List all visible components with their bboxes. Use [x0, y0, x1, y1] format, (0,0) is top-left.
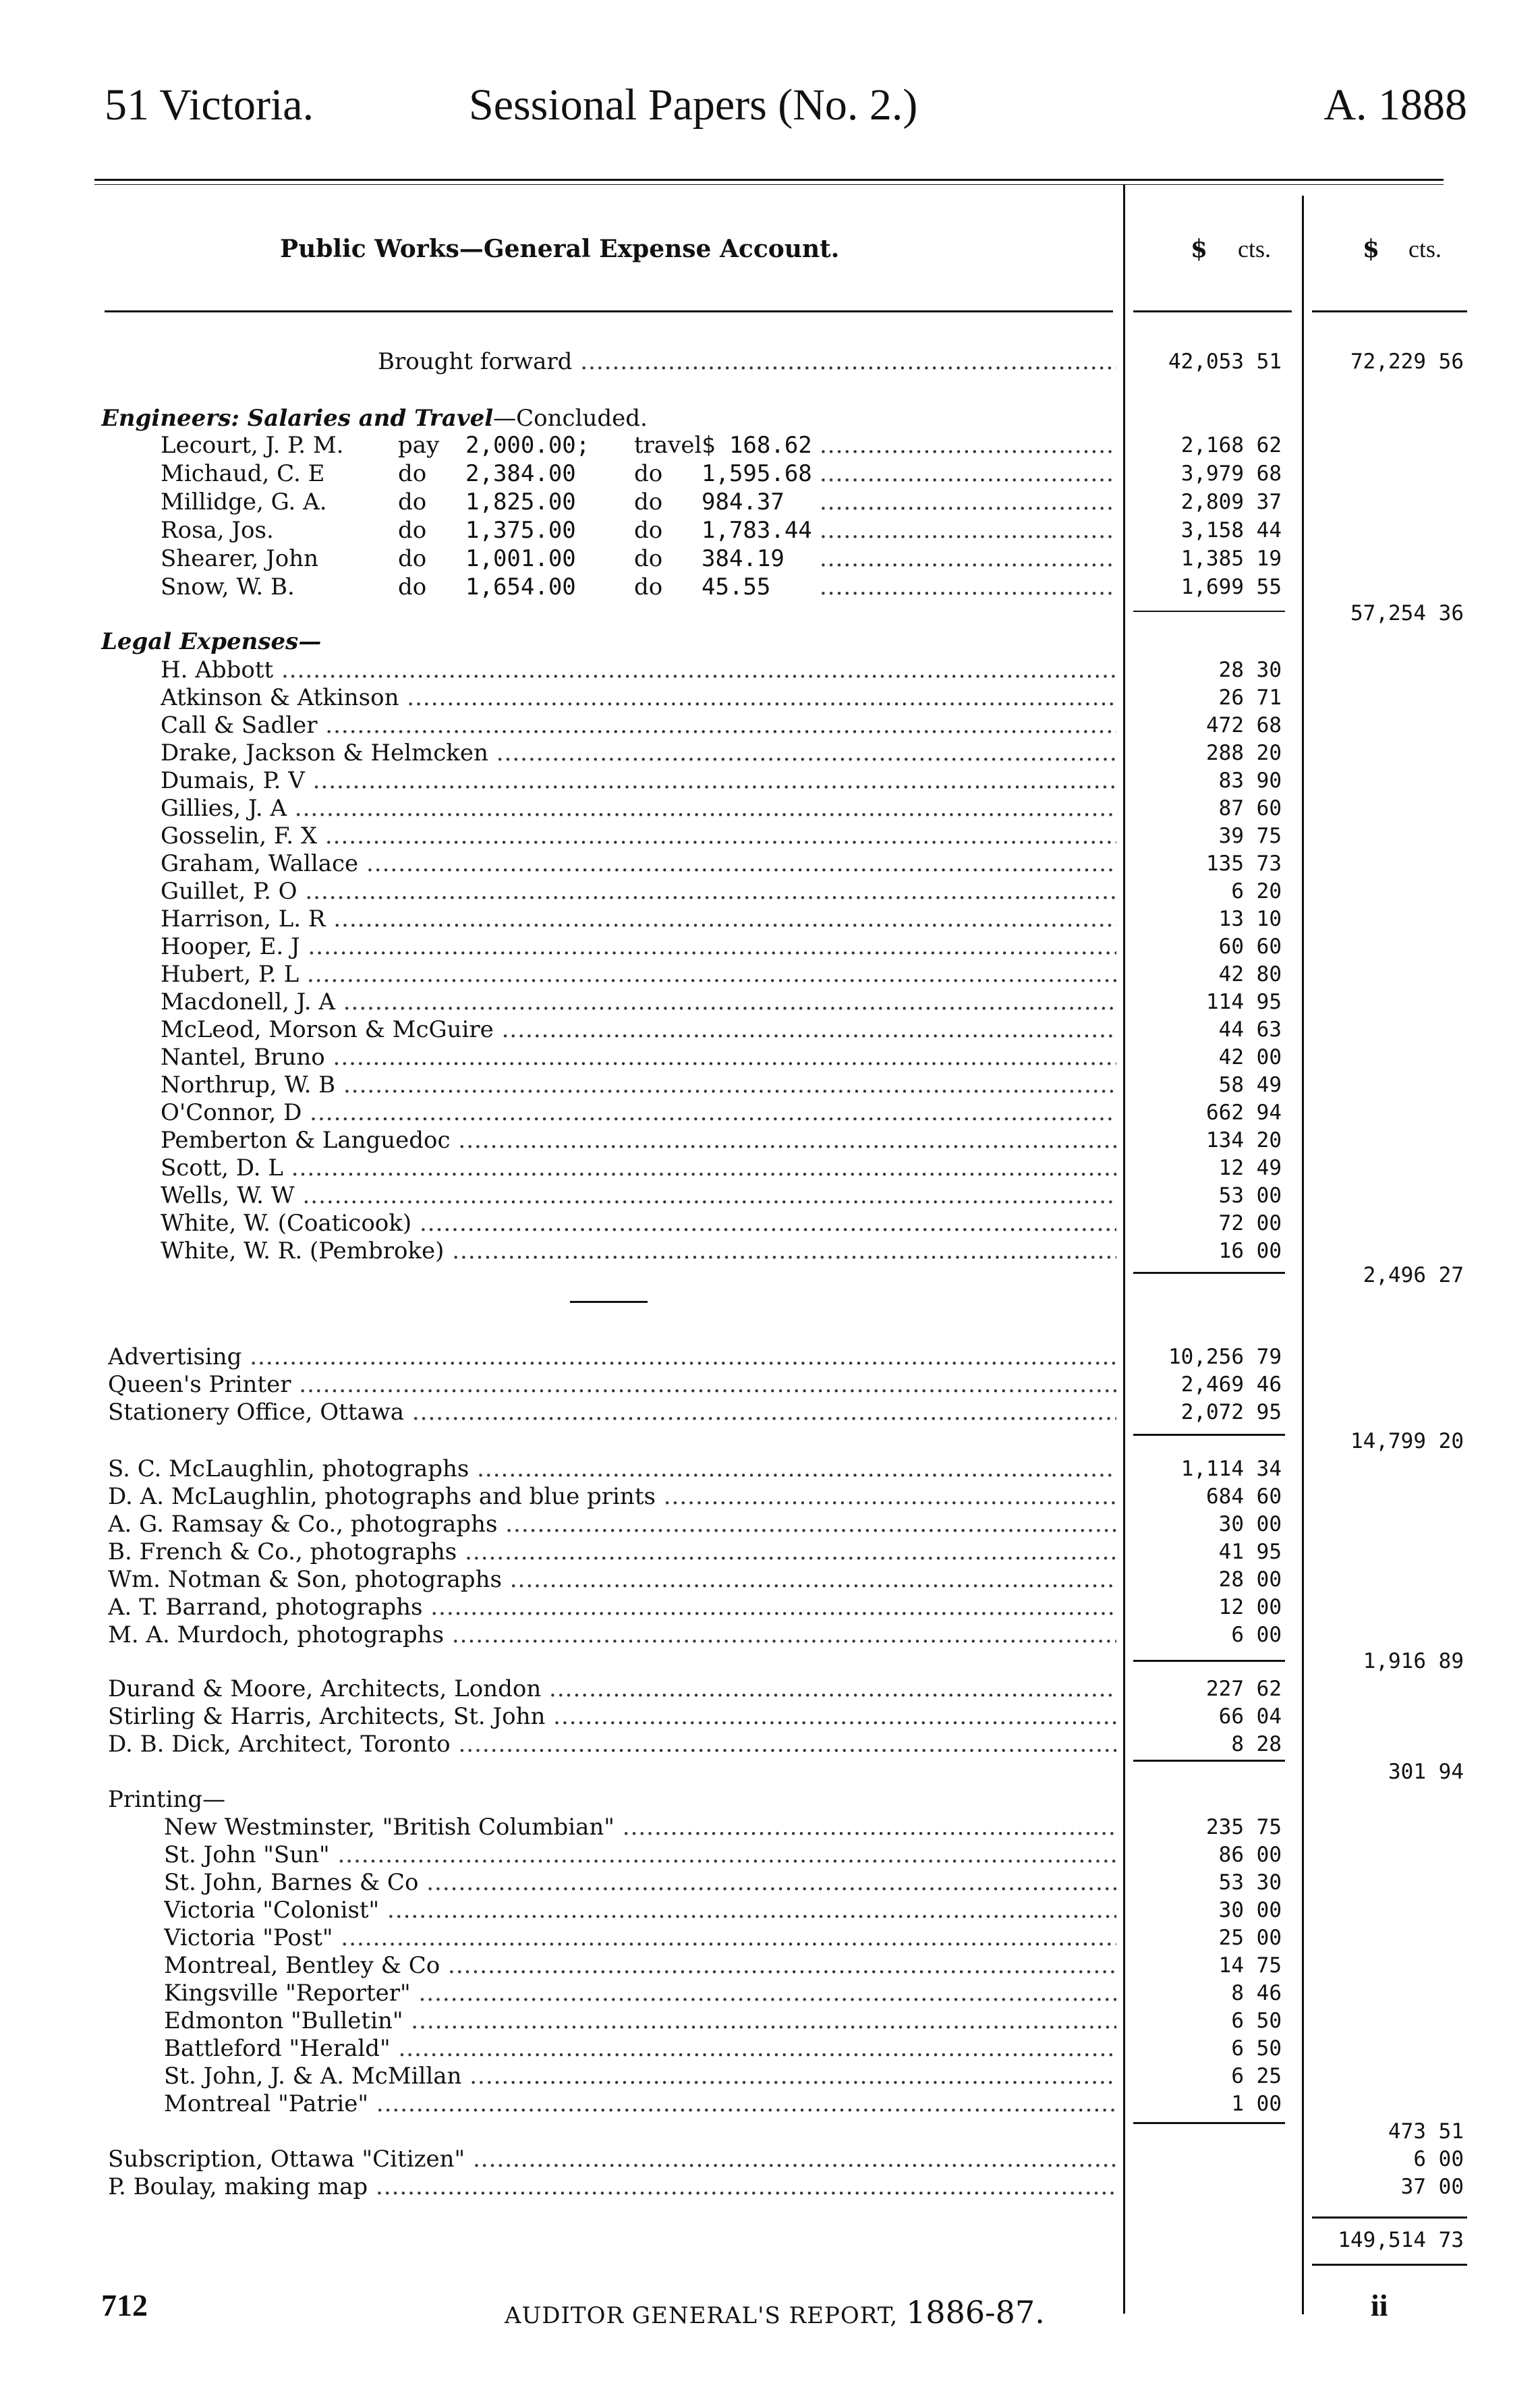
amount-col2: 301 94 [1388, 1760, 1464, 1784]
row-label [161, 905, 1116, 933]
amount-col1: 2,072 95 [1180, 1400, 1282, 1424]
engineer-name: Shearer, John [161, 545, 318, 572]
table-row [0, 1398, 1540, 1426]
row-label [161, 822, 1116, 850]
row-label-text: P. Boulay, making map [108, 2173, 368, 2200]
row-label [161, 794, 1116, 822]
pay-amount: 1,375.00 [465, 517, 576, 544]
row-label-text: Macdonell, J. A [161, 988, 335, 1015]
row-label-text: Edmonton "Bulletin" [164, 2007, 403, 2034]
table-title: Public Works—General Expense Account. [280, 235, 840, 263]
col1-cts: cts. [1238, 235, 1271, 262]
row-label-text: Printing— [108, 1786, 226, 1813]
table-row [0, 794, 1540, 822]
row-label [164, 2090, 1116, 2118]
table-row [0, 932, 1540, 961]
row-label [108, 2173, 1116, 2201]
amount-col1: 134 20 [1206, 1128, 1282, 1152]
row-label-text: St. John "Sun" [164, 1841, 330, 1868]
amount-col1: 2,168 62 [1180, 433, 1282, 457]
row-label-text: Victoria "Colonist" [164, 1897, 380, 1924]
row-label [161, 932, 1116, 961]
table-row [0, 1126, 1540, 1154]
row-label [161, 1126, 1116, 1154]
table-row [0, 488, 1540, 516]
amount-col1: 3,158 44 [1180, 518, 1282, 542]
leader-dots [820, 431, 1116, 459]
row-label [161, 877, 1116, 905]
amount-col1: 8 28 [1231, 1732, 1282, 1756]
amount-col1: 472 68 [1206, 713, 1282, 737]
table-row [0, 2145, 1540, 2173]
table-row [0, 1538, 1540, 1566]
table-row [0, 1015, 1540, 1044]
amount-col1: 87 60 [1218, 796, 1282, 820]
row-label [108, 1455, 1116, 1483]
table-row [0, 599, 1540, 628]
amount-col1: 53 30 [1218, 1870, 1282, 1895]
amount-col1: 26 71 [1218, 686, 1282, 710]
table-row [0, 1455, 1540, 1483]
amount-col2: 149,514 73 [1338, 2228, 1464, 2252]
travel-label: do [634, 545, 663, 572]
amount-col1: 662 94 [1206, 1100, 1282, 1125]
amount-col1: 60 60 [1218, 935, 1282, 959]
amount-col1: 42 00 [1218, 1045, 1282, 1069]
amount-col1: 83 90 [1218, 769, 1282, 793]
row-label-text: O'Connor, D [161, 1099, 302, 1126]
footer-report-name: AUDITOR GENERAL'S REPORT, [505, 2302, 899, 2329]
amount-col2: 72,229 56 [1350, 350, 1464, 374]
row-label-text: Kingsville "Reporter" [164, 1980, 411, 2007]
table-row [0, 1924, 1540, 1952]
table-row [0, 1593, 1540, 1621]
row-label-text: H. Abbott [161, 657, 274, 684]
table-row [0, 573, 1540, 601]
travel-amount: 1,595.68 [702, 460, 812, 487]
amount-col1: 72 00 [1218, 1211, 1282, 1235]
table-row [0, 988, 1540, 1016]
amount-col2: 6 00 [1413, 2147, 1464, 2171]
table-row [0, 1510, 1540, 1538]
table-row [0, 516, 1540, 545]
row-label-text: McLeod, Morson & McGuire [161, 1016, 494, 1043]
amount-col1: 1,385 19 [1180, 547, 1282, 571]
row-label [161, 849, 1116, 878]
amount-col1: 12 49 [1218, 1156, 1282, 1180]
row-label-text: Scott, D. L [161, 1154, 283, 1181]
table-row [0, 1181, 1540, 1210]
row-label [161, 1071, 1116, 1099]
travel-amount: $ 168.62 [702, 432, 812, 459]
table-row [0, 739, 1540, 767]
amount-col1: 14 75 [1218, 1953, 1282, 1978]
amount-col1: 44 63 [1218, 1017, 1282, 1042]
amount-col1: 8 46 [1231, 1981, 1282, 2005]
leader-dots [820, 545, 1116, 573]
section-divider [570, 1301, 648, 1303]
amount-col1: 16 00 [1218, 1239, 1282, 1263]
row-label-text: Graham, Wallace [161, 850, 359, 877]
row-label [108, 1565, 1116, 1594]
amount-col1: 2,469 46 [1180, 1372, 1282, 1397]
col2-cts: cts. [1408, 235, 1442, 262]
amount-col1: 12 00 [1218, 1595, 1282, 1619]
table-row [0, 766, 1540, 795]
row-label [164, 1951, 1116, 1980]
table-row [0, 1896, 1540, 1924]
table-row [0, 2226, 1540, 2254]
table-row [0, 1730, 1540, 1758]
amount-col1: 6 50 [1231, 2009, 1282, 2033]
row-label [108, 2145, 1116, 2173]
row-label-text: D. A. McLaughlin, photographs and blue prints [108, 1483, 656, 1510]
row-label-text: Victoria "Post" [164, 1924, 333, 1951]
row-label-text: Guillet, P. O [161, 878, 297, 905]
row-label [108, 1621, 1116, 1649]
pay-label: do [398, 517, 427, 544]
row-label [164, 2007, 1116, 2035]
table-row [0, 347, 1540, 376]
table-row [0, 1261, 1540, 1289]
amount-col1: 10,256 79 [1168, 1345, 1282, 1369]
amount-col1: 30 00 [1218, 1512, 1282, 1536]
pay-amount: 1,654.00 [465, 574, 576, 601]
table-row [0, 2062, 1540, 2090]
row-label-text: New Westminster, "British Columbian" [164, 1814, 615, 1841]
amount-col1: 28 30 [1218, 658, 1282, 682]
table-row [0, 1785, 1540, 1814]
row-label [108, 1370, 1116, 1399]
row-label [108, 1785, 1116, 1814]
table-row [0, 1868, 1540, 1897]
row-label [161, 988, 1116, 1016]
col2-dollar: $ [1363, 235, 1380, 263]
top-rule-thin [94, 184, 1444, 185]
row-label [164, 1924, 1116, 1952]
top-rule [94, 179, 1444, 181]
footer-section: ii [1371, 2288, 1388, 2322]
amount-col1: 53 00 [1218, 1183, 1282, 1208]
row-label-text: Battleford "Herald" [164, 2035, 391, 2062]
row-label-text: Northrup, W. B [161, 1071, 336, 1098]
pay-label: do [398, 489, 427, 515]
header-right: A. 1888 [1323, 80, 1467, 130]
footer-years: 1886-87. [906, 2294, 1045, 2331]
row-label-text: Gillies, J. A [161, 795, 287, 822]
leader-dots [820, 516, 1116, 545]
row-label-text: Brought forward [378, 348, 573, 375]
leader-dots [820, 459, 1116, 488]
table-row [0, 849, 1540, 878]
engineer-name: Lecourt, J. P. M. [161, 432, 344, 459]
travel-amount: 984.37 [702, 489, 785, 515]
travel-label: do [634, 489, 663, 515]
row-label [164, 1841, 1116, 1869]
table-row [0, 1098, 1540, 1127]
table-row [0, 684, 1540, 712]
row-label-text: Hubert, P. L [161, 961, 300, 988]
amount-col2: 14,799 20 [1350, 1429, 1464, 1453]
row-label [108, 1398, 1116, 1426]
table-row [0, 1482, 1540, 1511]
row-label [378, 347, 1116, 376]
amount-col1: 684 60 [1206, 1484, 1282, 1509]
amount-col2: 2,496 27 [1363, 1263, 1464, 1287]
table-row [0, 656, 1540, 684]
row-label [108, 1702, 1116, 1731]
row-label-text: Harrison, L. R [161, 905, 326, 932]
row-label-text: Durand & Moore, Architects, London [108, 1675, 542, 1702]
row-label-text: Gosselin, F. X [161, 822, 318, 849]
row-label-text: Legal Expenses— [101, 628, 322, 655]
row-label [108, 1482, 1116, 1511]
amount-col1: 6 00 [1231, 1623, 1282, 1647]
amount-col1: 30 00 [1218, 1898, 1282, 1922]
row-label-text: A. G. Ramsay & Co., photographs [108, 1511, 498, 1538]
amount-col1: 288 20 [1206, 741, 1282, 765]
header-left: 51 Victoria. [105, 80, 314, 130]
travel-label: travel [634, 432, 702, 459]
amount-col1: 114 95 [1206, 990, 1282, 1014]
table-row [0, 1209, 1540, 1237]
row-label-text: Wells, W. W [161, 1182, 295, 1209]
pay-label: do [398, 460, 427, 487]
row-label-text: Dumais, P. V [161, 767, 305, 794]
row-label [164, 2034, 1116, 2063]
table-row [0, 2007, 1540, 2035]
row-label-text: White, W. R. (Pembroke) [161, 1237, 445, 1264]
table-row [0, 1043, 1540, 1071]
head-rule-a [105, 310, 1113, 312]
pay-amount: 2,000.00; [465, 432, 590, 459]
row-label [108, 1510, 1116, 1538]
row-label-text: Wm. Notman & Son, photographs [108, 1566, 502, 1593]
footer-title [505, 2294, 1045, 2331]
amount-col2: 57,254 36 [1350, 601, 1464, 625]
row-label-text: Hooper, E. J [161, 933, 300, 960]
total-rule-top [1312, 2216, 1467, 2219]
pay-amount: 2,384.00 [465, 460, 576, 487]
table-row [0, 1343, 1540, 1371]
table-row [0, 877, 1540, 905]
travel-amount: 384.19 [702, 545, 785, 572]
leader-dots [820, 488, 1116, 516]
row-label-text: Stirling & Harris, Architects, St. John [108, 1703, 546, 1730]
table-row [0, 1071, 1540, 1099]
table-row [0, 1951, 1540, 1980]
table-row [0, 1370, 1540, 1399]
table-row [0, 404, 1540, 433]
row-label-text: St. John, Barnes & Co [164, 1869, 419, 1896]
row-label-text: Queen's Printer [108, 1371, 291, 1398]
table-row [0, 1702, 1540, 1731]
amount-col2: 1,916 89 [1363, 1649, 1464, 1673]
engineer-name: Rosa, Jos. [161, 517, 274, 544]
row-label [164, 2062, 1116, 2090]
amount-col1: 6 20 [1231, 879, 1282, 903]
pay-label: pay [398, 432, 440, 459]
row-label-tail: —Concluded. [493, 405, 648, 432]
table-row [0, 1841, 1540, 1869]
row-label-text: Nantel, Bruno [161, 1044, 325, 1071]
section-heading [101, 628, 1116, 656]
row-label [161, 1209, 1116, 1237]
amount-col1: 13 10 [1218, 907, 1282, 931]
row-label [164, 1868, 1116, 1897]
table-row [0, 1154, 1540, 1182]
table-row [0, 628, 1540, 656]
table-row [0, 459, 1540, 488]
amount-col1: 42 80 [1218, 962, 1282, 986]
table-row [0, 2117, 1540, 2146]
amount-col1: 39 75 [1218, 824, 1282, 848]
travel-label: do [634, 574, 663, 601]
head-rule-c [1312, 310, 1467, 312]
amount-col1: 86 00 [1218, 1843, 1282, 1867]
row-label [161, 1181, 1116, 1210]
pay-amount: 1,825.00 [465, 489, 576, 515]
amount-col1: 66 04 [1218, 1704, 1282, 1729]
row-label [161, 656, 1116, 684]
row-label-text: Montreal, Bentley & Co [164, 1952, 440, 1979]
row-label [108, 1538, 1116, 1566]
row-label [108, 1593, 1116, 1621]
row-label-text: St. John, J. & A. McMillan [164, 2063, 462, 2090]
table-row [0, 1813, 1540, 1841]
row-label [161, 1154, 1116, 1182]
engineer-name: Snow, W. B. [161, 574, 295, 601]
row-label-text: Stationery Office, Ottawa [108, 1399, 405, 1426]
table-row [0, 431, 1540, 459]
table-row [0, 1758, 1540, 1786]
table-row [0, 545, 1540, 573]
row-label [108, 1343, 1116, 1371]
amount-col1: 58 49 [1218, 1073, 1282, 1097]
section-heading [101, 404, 1116, 433]
amount-col1: 6 25 [1231, 2064, 1282, 2088]
row-label [161, 960, 1116, 988]
amount-col1: 28 00 [1218, 1567, 1282, 1592]
total-rule-bottom [1312, 2264, 1467, 2266]
table-row [0, 1565, 1540, 1594]
row-label-text: D. B. Dick, Architect, Toronto [108, 1731, 451, 1758]
amount-col1: 42,053 51 [1168, 350, 1282, 374]
amount-col1: 1,699 55 [1180, 575, 1282, 599]
table-row [0, 1675, 1540, 1703]
table-row [0, 711, 1540, 740]
table-row [0, 2173, 1540, 2201]
travel-label: do [634, 517, 663, 544]
pay-label: do [398, 574, 427, 601]
row-label [161, 739, 1116, 767]
row-label [164, 1896, 1116, 1924]
engineer-name: Michaud, C. E [161, 460, 325, 487]
header-center: Sessional Papers (No. 2.) [469, 80, 918, 130]
row-label [161, 711, 1116, 740]
leader-dots [820, 573, 1116, 601]
travel-amount: 1,783.44 [702, 517, 812, 544]
pay-label: do [398, 545, 427, 572]
table-row [0, 2090, 1540, 2118]
row-label-text: Montreal "Patrie" [164, 2090, 368, 2117]
row-label-text: M. A. Murdoch, photographs [108, 1621, 445, 1648]
pay-amount: 1,001.00 [465, 545, 576, 572]
row-label [161, 766, 1116, 795]
row-label [108, 1730, 1116, 1758]
row-label-text: Atkinson & Atkinson [161, 684, 399, 711]
row-label-text: Advertising [108, 1343, 242, 1370]
row-label [161, 1043, 1116, 1071]
col1-dollar: $ [1191, 235, 1208, 263]
table-row [0, 2034, 1540, 2063]
row-label-text: Engineers: Salaries and Travel [101, 405, 494, 432]
amount-col1: 1,114 34 [1180, 1457, 1282, 1481]
amount-col2: 37 00 [1400, 2175, 1464, 2199]
row-label [161, 1098, 1116, 1127]
amount-col1: 227 62 [1206, 1677, 1282, 1701]
head-rule-b [1133, 310, 1292, 312]
amount-col1: 3,979 68 [1180, 462, 1282, 486]
amount-col1: 135 73 [1206, 852, 1282, 876]
row-label-text: Subscription, Ottawa "Citizen" [108, 2146, 465, 2173]
row-label-text: Pemberton & Languedoc [161, 1127, 451, 1154]
row-label [164, 1813, 1116, 1841]
row-label-text: A. T. Barrand, photographs [108, 1594, 423, 1621]
amount-col1: 6 50 [1231, 2036, 1282, 2061]
table-row [0, 1647, 1540, 1675]
engineer-name: Millidge, G. A. [161, 489, 327, 515]
travel-label: do [634, 460, 663, 487]
table-row [0, 960, 1540, 988]
page-number: 712 [101, 2288, 148, 2322]
row-label [164, 1979, 1116, 2007]
table-row [0, 1621, 1540, 1649]
row-label [161, 684, 1116, 712]
amount-col2: 473 51 [1388, 2119, 1464, 2144]
amount-col1: 41 95 [1218, 1540, 1282, 1564]
row-label-text: S. C. McLaughlin, photographs [108, 1455, 469, 1482]
amount-col1: 25 00 [1218, 1926, 1282, 1950]
table-row [0, 1979, 1540, 2007]
row-label [161, 1015, 1116, 1044]
row-label-text: Drake, Jackson & Helmcken [161, 740, 488, 766]
row-label-text: White, W. (Coaticook) [161, 1210, 412, 1237]
amount-col1: 235 75 [1206, 1815, 1282, 1839]
row-label [108, 1675, 1116, 1703]
amount-col1: 1 00 [1231, 2092, 1282, 2116]
row-label-text: B. French & Co., photographs [108, 1538, 457, 1565]
table-row [0, 1427, 1540, 1455]
amount-col1: 2,809 37 [1180, 490, 1282, 514]
table-row [0, 905, 1540, 933]
table-row [0, 822, 1540, 850]
travel-amount: 45.55 [702, 574, 771, 601]
row-label-text: Call & Sadler [161, 712, 318, 739]
